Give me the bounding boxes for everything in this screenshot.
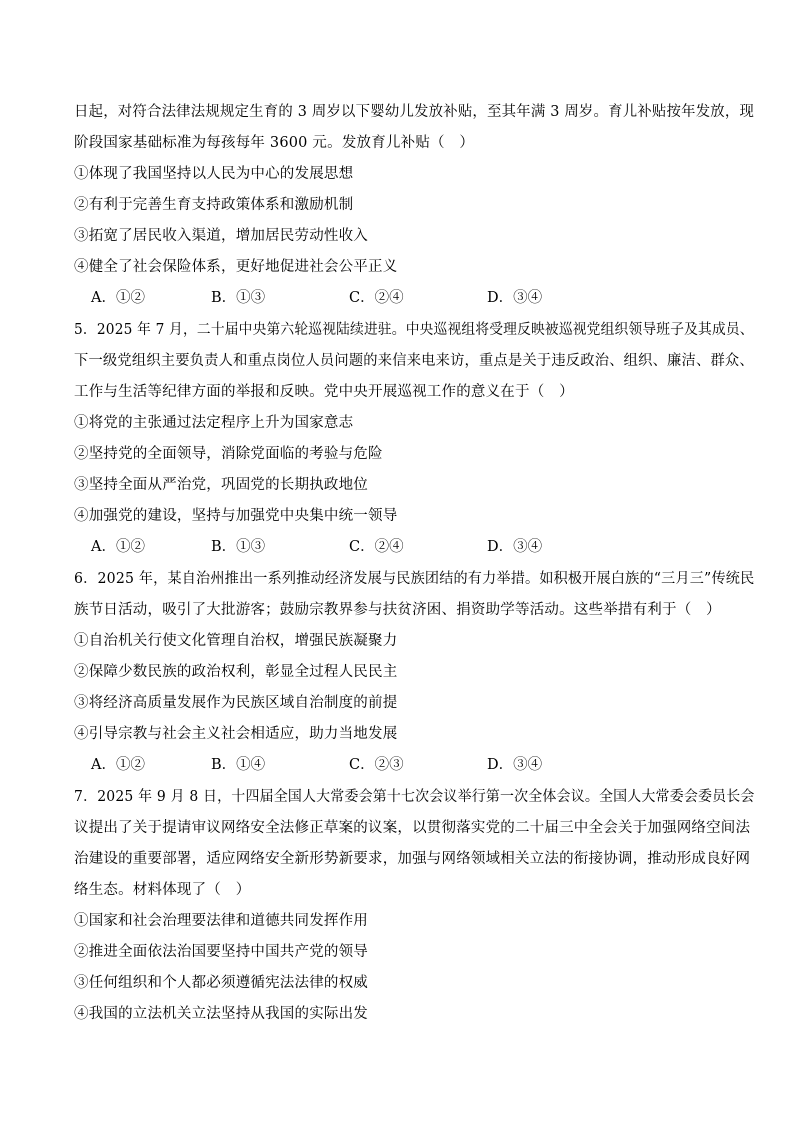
q6-statement-1: ①自治机关行使文化管理自治权，增强民族凝聚力 (74, 633, 398, 649)
q4-statement-1: ①体现了我国坚持以人民为中心的发展思想 (74, 166, 354, 182)
q4-option-c: C．②④ (349, 290, 404, 306)
q5-statement-4: ④加强党的建设，坚持与加强党中央集中统一领导 (74, 508, 398, 524)
q5-statement-1: ①将党的主张通过法定程序上升为国家意志 (74, 415, 354, 431)
q6-statement-2: ②保障少数民族的政治权利，彰显全过程人民民主 (74, 664, 398, 680)
q4-statement-2: ②有利于完善生育支持政策体系和激励机制 (74, 197, 354, 213)
q6-option-c: C．②③ (349, 757, 404, 773)
q5-option-a: A．①② (91, 539, 145, 555)
q5-option-c: C．②④ (349, 539, 404, 555)
q6-option-b: B．①④ (211, 757, 266, 773)
q6-stem-line-2: 族节日活动，吸引了大批游客；鼓励宗教界参与扶贫济困、捐资助学等活动。这些举措有利于（ ） (74, 602, 721, 618)
q4-option-d: D．③④ (487, 290, 543, 306)
q4-stem-line-1: 日起，对符合法律法规规定生育的 3 周岁以下婴幼儿发放补贴，至其年满 3 周岁。育儿补贴按年发放，现 (74, 104, 755, 120)
q4-stem-line-2: 阶段国家基础标准为每孩每年 3600 元。发放育儿补贴（ ） (74, 135, 475, 151)
q5-stem-line-3: 工作与生活等纪律方面的举报和反映。党中央开展巡视工作的意义在于（ ） (74, 384, 574, 400)
q5-statement-3: ③坚持全面从严治党，巩固党的长期执政地位 (74, 477, 368, 493)
q5-statement-2: ②坚持党的全面领导，消除党面临的考验与危险 (74, 446, 383, 462)
q7-statement-2: ②推进全面依法治国要坚持中国共产党的领导 (74, 944, 368, 960)
q7-statement-4: ④我国的立法机关立法坚持从我国的实际出发 (74, 1006, 368, 1022)
q7-stem-line-4: 络生态。材料体现了（ ） (74, 882, 251, 898)
q4-option-b: B．①③ (211, 290, 266, 306)
q4-statement-3: ③拓宽了居民收入渠道，增加居民劳动性收入 (74, 228, 368, 244)
q5-stem-line-1: 5．2025 年 7 月，二十届中央第六轮巡视陆续进驻。中央巡视组将受理反映被巡视党组织领导班子及其成员、 (74, 322, 754, 338)
q7-statement-1: ①国家和社会治理要法律和道德共同发挥作用 (74, 913, 368, 929)
q4-statement-4: ④健全了社会保险体系，更好地促进社会公平正义 (74, 259, 398, 275)
q6-statement-4: ④引导宗教与社会主义社会相适应，助力当地发展 (74, 726, 398, 742)
q7-stem-line-1: 7．2025 年 9 月 8 日，十四届全国人大常委会第十七次会议举行第一次全体会议。全国人大常委会委员长会 (74, 789, 755, 805)
q7-statement-3: ③任何组织和个人都必须遵循宪法法律的权威 (74, 975, 368, 991)
q5-option-d: D．③④ (487, 539, 543, 555)
q5-stem-line-2: 下一级党组织主要负责人和重点岗位人员问题的来信来电来访，重点是关于违反政治、组织、廉洁、群众、 (74, 353, 754, 369)
q6-stem-line-1: 6．2025 年，某自治州推出一系列推动经济发展与民族团结的有力举措。如积极开展白族的“三月三”传统民 (74, 571, 755, 587)
q4-option-a: A．①② (91, 290, 145, 306)
q6-option-a: A．①② (91, 757, 145, 773)
q5-option-b: B．①③ (211, 539, 266, 555)
q7-stem-line-2: 议提出了关于提请审议网络安全法修正草案的议案，以贯彻落实党的二十届三中全会关于加强网络空间法 (74, 820, 751, 836)
q7-stem-line-3: 治建设的重要部署，适应网络安全新形势新要求，加强与网络领域相关立法的衔接协调，推动形成良好网 (74, 851, 751, 867)
q6-option-d: D．③④ (487, 757, 543, 773)
q6-statement-3: ③将经济高质量发展作为民族区域自治制度的前提 (74, 695, 398, 711)
